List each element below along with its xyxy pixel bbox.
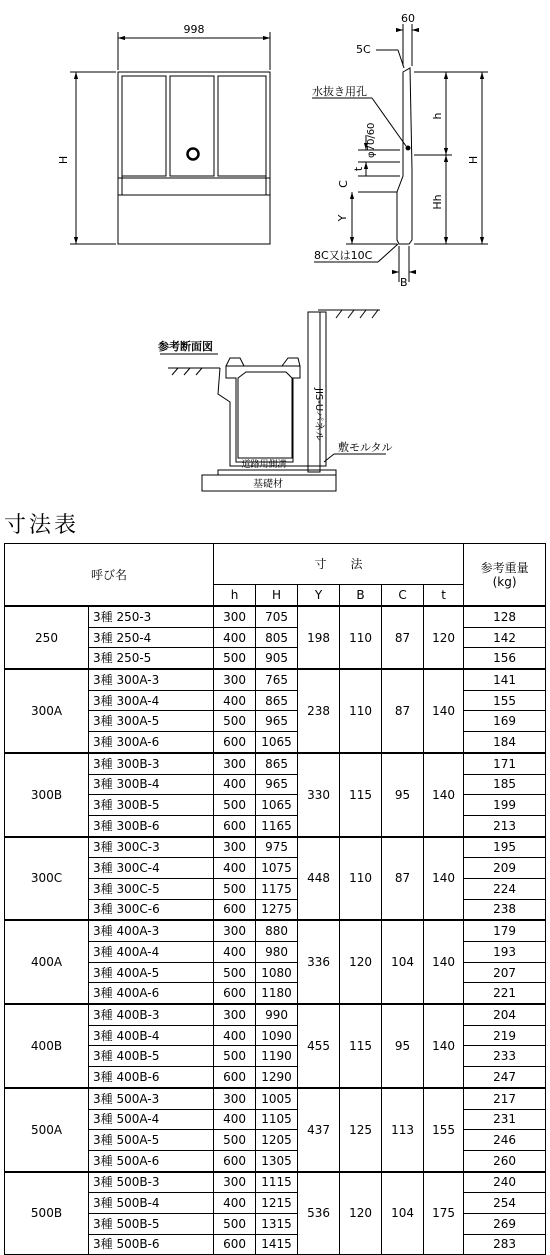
Y-cell: 336 bbox=[298, 920, 340, 1004]
type-cell: 3種 300A-6 bbox=[89, 732, 214, 753]
weight-cell: 254 bbox=[464, 1193, 546, 1214]
weight-cell: 199 bbox=[464, 795, 546, 816]
H-cell: 1175 bbox=[256, 878, 298, 899]
weight-cell: 221 bbox=[464, 983, 546, 1004]
type-cell: 3種 300C-6 bbox=[89, 899, 214, 920]
u-channel bbox=[226, 366, 300, 462]
Y-cell: 198 bbox=[298, 606, 340, 669]
front-view bbox=[70, 32, 270, 244]
header-h: h bbox=[214, 585, 256, 607]
table-row bbox=[5, 753, 546, 774]
type-cell: 3種 500B-4 bbox=[89, 1193, 214, 1214]
weight-cell: 141 bbox=[464, 669, 546, 690]
type-cell: 3種 250-4 bbox=[89, 627, 214, 648]
h-cell: 600 bbox=[214, 899, 256, 920]
type-cell: 3種 400A-3 bbox=[89, 920, 214, 941]
Y-cell: 238 bbox=[298, 669, 340, 753]
Y-cell: 437 bbox=[298, 1088, 340, 1172]
h-cell: 500 bbox=[214, 1213, 256, 1234]
h-cell: 600 bbox=[214, 1067, 256, 1088]
type-cell: 3種 300C-5 bbox=[89, 878, 214, 899]
header-weight-line1: 参考重量 bbox=[480, 560, 529, 575]
header-t: t bbox=[424, 585, 464, 607]
H-cell: 880 bbox=[256, 920, 298, 941]
h-cell: 500 bbox=[214, 795, 256, 816]
h-cell: 600 bbox=[214, 1150, 256, 1171]
H-cell: 965 bbox=[256, 774, 298, 795]
weight-cell: 283 bbox=[464, 1234, 546, 1255]
technical-drawings bbox=[0, 0, 550, 510]
side-section bbox=[312, 24, 488, 282]
header-weight-line2: (kg) bbox=[492, 574, 517, 589]
t-cell: 140 bbox=[424, 753, 464, 837]
weight-cell: 185 bbox=[464, 774, 546, 795]
table-row bbox=[5, 1088, 546, 1109]
H-cell: 1190 bbox=[256, 1046, 298, 1067]
B-cell: 115 bbox=[340, 753, 382, 837]
weight-cell: 142 bbox=[464, 627, 546, 648]
H-cell: 1315 bbox=[256, 1213, 298, 1234]
H-cell: 965 bbox=[256, 711, 298, 732]
H-cell: 975 bbox=[256, 837, 298, 858]
weight-cell: 171 bbox=[464, 753, 546, 774]
h-cell: 500 bbox=[214, 878, 256, 899]
t-cell: 140 bbox=[424, 1004, 464, 1088]
table-row bbox=[5, 920, 546, 941]
H-cell: 1005 bbox=[256, 1088, 298, 1109]
weight-cell: 155 bbox=[464, 690, 546, 711]
h-cell: 300 bbox=[214, 669, 256, 690]
type-cell: 3種 500B-5 bbox=[89, 1213, 214, 1234]
side-section-outline bbox=[397, 68, 412, 244]
t-cell: 120 bbox=[424, 606, 464, 669]
weight-cell: 240 bbox=[464, 1172, 546, 1193]
base-label: 基礎材 bbox=[253, 479, 283, 490]
t-cell: 175 bbox=[424, 1172, 464, 1255]
type-cell: 3種 500B-3 bbox=[89, 1172, 214, 1193]
channel-label: 道路用側溝 bbox=[241, 460, 287, 470]
t-cell: 140 bbox=[424, 837, 464, 921]
weight-cell: 195 bbox=[464, 837, 546, 858]
h-cell: 400 bbox=[214, 1025, 256, 1046]
h-cell: 300 bbox=[214, 1088, 256, 1109]
H-cell: 705 bbox=[256, 606, 298, 627]
type-cell: 3種 300C-3 bbox=[89, 837, 214, 858]
type-cell: 3種 400A-6 bbox=[89, 983, 214, 1004]
dimension-table bbox=[4, 543, 546, 1255]
B-cell: 110 bbox=[340, 669, 382, 753]
Y-cell: 448 bbox=[298, 837, 340, 921]
drain-hole-label: 水抜き用孔 bbox=[312, 85, 367, 98]
h-cell: 300 bbox=[214, 1172, 256, 1193]
chamfer-bottom-label: 8C又は10C bbox=[314, 249, 373, 262]
h-cell: 300 bbox=[214, 753, 256, 774]
type-cell: 3種 500A-3 bbox=[89, 1088, 214, 1109]
H-cell: 765 bbox=[256, 669, 298, 690]
group-name: 250 bbox=[5, 606, 89, 669]
h-cell: 400 bbox=[214, 942, 256, 963]
phi-label: φ70/60 bbox=[366, 122, 377, 158]
C-cell: 104 bbox=[382, 920, 424, 1004]
h-cell: 600 bbox=[214, 815, 256, 836]
weight-cell: 224 bbox=[464, 878, 546, 899]
B-cell: 110 bbox=[340, 606, 382, 669]
H-cell: 1080 bbox=[256, 962, 298, 983]
B-cell: 115 bbox=[340, 1004, 382, 1088]
weight-cell: 217 bbox=[464, 1088, 546, 1109]
H-cell: 1065 bbox=[256, 795, 298, 816]
type-cell: 3種 400B-6 bbox=[89, 1067, 214, 1088]
h-cell: 300 bbox=[214, 606, 256, 627]
C-cell: 95 bbox=[382, 753, 424, 837]
H-cell: 1105 bbox=[256, 1109, 298, 1130]
h-cell: 300 bbox=[214, 1004, 256, 1025]
h-cell: 600 bbox=[214, 983, 256, 1004]
h-cell: 500 bbox=[214, 711, 256, 732]
h-cell: 300 bbox=[214, 920, 256, 941]
header-dimensions: 寸 法 bbox=[214, 544, 464, 585]
header-H: H bbox=[256, 585, 298, 607]
type-cell: 3種 500A-5 bbox=[89, 1130, 214, 1151]
H-cell: 1115 bbox=[256, 1172, 298, 1193]
group-name: 500A bbox=[5, 1088, 89, 1172]
group-name: 400B bbox=[5, 1004, 89, 1088]
C-cell: 87 bbox=[382, 669, 424, 753]
table-row bbox=[5, 1172, 546, 1193]
H-cell: 1215 bbox=[256, 1193, 298, 1214]
h-cell: 500 bbox=[214, 1130, 256, 1151]
earth-cut bbox=[218, 312, 326, 466]
h-cell: 300 bbox=[214, 837, 256, 858]
H-cell: 1065 bbox=[256, 732, 298, 753]
drain-hole bbox=[188, 149, 199, 160]
Y-cell: 455 bbox=[298, 1004, 340, 1088]
chamfer-top-label: 5C bbox=[356, 43, 371, 56]
weight-cell: 169 bbox=[464, 711, 546, 732]
weight-cell: 207 bbox=[464, 962, 546, 983]
weight-cell: 213 bbox=[464, 815, 546, 836]
header-weight bbox=[464, 544, 546, 607]
h-cell: 400 bbox=[214, 858, 256, 879]
weight-cell: 238 bbox=[464, 899, 546, 920]
side-top-dim: 60 bbox=[401, 12, 415, 25]
table-row bbox=[5, 669, 546, 690]
H-cell: 1275 bbox=[256, 899, 298, 920]
header-C: C bbox=[382, 585, 424, 607]
section-title: 参考断面図 bbox=[158, 340, 213, 353]
C-cell: 87 bbox=[382, 837, 424, 921]
h-cell: 400 bbox=[214, 1109, 256, 1130]
C-cell: 87 bbox=[382, 606, 424, 669]
type-cell: 3種 300A-3 bbox=[89, 669, 214, 690]
table-row bbox=[5, 837, 546, 858]
H-cell: 905 bbox=[256, 648, 298, 669]
H-cell: 865 bbox=[256, 753, 298, 774]
h-cell: 400 bbox=[214, 774, 256, 795]
t-cell: 140 bbox=[424, 920, 464, 1004]
dim-label-h: h bbox=[431, 112, 444, 120]
table-body bbox=[5, 606, 546, 1255]
table-row bbox=[5, 606, 546, 627]
H-cell: 1415 bbox=[256, 1234, 298, 1255]
H-cell: 1180 bbox=[256, 983, 298, 1004]
front-width-dim: 998 bbox=[183, 23, 205, 36]
panel-label: JIS-Uパネル bbox=[313, 388, 324, 442]
type-cell: 3種 300A-4 bbox=[89, 690, 214, 711]
B-cell: 120 bbox=[340, 1172, 382, 1255]
type-cell: 3種 250-3 bbox=[89, 606, 214, 627]
h-cell: 500 bbox=[214, 648, 256, 669]
H-cell: 1165 bbox=[256, 815, 298, 836]
h-cell: 600 bbox=[214, 732, 256, 753]
h-cell: 600 bbox=[214, 1234, 256, 1255]
H-cell: 1090 bbox=[256, 1025, 298, 1046]
type-cell: 3種 400A-5 bbox=[89, 962, 214, 983]
type-cell: 3種 300B-5 bbox=[89, 795, 214, 816]
header-name: 呼び名 bbox=[5, 544, 214, 607]
type-cell: 3種 400B-5 bbox=[89, 1046, 214, 1067]
h-cell: 500 bbox=[214, 962, 256, 983]
dim-label-Y: Y bbox=[336, 214, 349, 222]
weight-cell: 260 bbox=[464, 1150, 546, 1171]
dim-label-C: C bbox=[337, 180, 350, 188]
dim-label-Hh: Hh bbox=[431, 194, 444, 210]
weight-cell: 179 bbox=[464, 920, 546, 941]
B-cell: 125 bbox=[340, 1088, 382, 1172]
type-cell: 3種 500A-6 bbox=[89, 1150, 214, 1171]
type-cell: 3種 400B-4 bbox=[89, 1025, 214, 1046]
h-cell: 500 bbox=[214, 1046, 256, 1067]
front-height-dim: H bbox=[57, 155, 70, 165]
type-cell: 3種 300B-6 bbox=[89, 815, 214, 836]
weight-cell: 233 bbox=[464, 1046, 546, 1067]
type-cell: 3種 300B-3 bbox=[89, 753, 214, 774]
dim-label-t: t bbox=[352, 166, 365, 172]
H-cell: 990 bbox=[256, 1004, 298, 1025]
table-row bbox=[5, 1004, 546, 1025]
h-cell: 400 bbox=[214, 1193, 256, 1214]
group-name: 300B bbox=[5, 753, 89, 837]
Y-cell: 330 bbox=[298, 753, 340, 837]
H-cell: 980 bbox=[256, 942, 298, 963]
C-cell: 113 bbox=[382, 1088, 424, 1172]
type-cell: 3種 400A-4 bbox=[89, 942, 214, 963]
B-cell: 120 bbox=[340, 920, 382, 1004]
weight-cell: 156 bbox=[464, 648, 546, 669]
type-cell: 3種 300B-4 bbox=[89, 774, 214, 795]
mortar-label: 敷モルタル bbox=[338, 441, 393, 454]
H-cell: 1290 bbox=[256, 1067, 298, 1088]
weight-cell: 246 bbox=[464, 1130, 546, 1151]
B-cell: 110 bbox=[340, 837, 382, 921]
type-cell: 3種 300A-5 bbox=[89, 711, 214, 732]
weight-cell: 204 bbox=[464, 1004, 546, 1025]
C-cell: 104 bbox=[382, 1172, 424, 1255]
C-cell: 95 bbox=[382, 1004, 424, 1088]
header-Y: Y bbox=[298, 585, 340, 607]
table-title: 寸法表 bbox=[4, 513, 80, 538]
t-cell: 140 bbox=[424, 669, 464, 753]
H-cell: 1075 bbox=[256, 858, 298, 879]
h-cell: 400 bbox=[214, 627, 256, 648]
dim-label-B: B bbox=[400, 276, 408, 289]
H-cell: 1205 bbox=[256, 1130, 298, 1151]
group-name: 300A bbox=[5, 669, 89, 753]
weight-cell: 231 bbox=[464, 1109, 546, 1130]
weight-cell: 269 bbox=[464, 1213, 546, 1234]
weight-cell: 209 bbox=[464, 858, 546, 879]
weight-cell: 193 bbox=[464, 942, 546, 963]
group-name: 400A bbox=[5, 920, 89, 1004]
group-name: 500B bbox=[5, 1172, 89, 1255]
t-cell: 155 bbox=[424, 1088, 464, 1172]
header-B: B bbox=[340, 585, 382, 607]
weight-cell: 247 bbox=[464, 1067, 546, 1088]
type-cell: 3種 500A-4 bbox=[89, 1109, 214, 1130]
front-panel-outline bbox=[118, 72, 270, 244]
h-cell: 400 bbox=[214, 690, 256, 711]
type-cell: 3種 250-5 bbox=[89, 648, 214, 669]
type-cell: 3種 400B-3 bbox=[89, 1004, 214, 1025]
weight-cell: 219 bbox=[464, 1025, 546, 1046]
type-cell: 3種 300C-4 bbox=[89, 858, 214, 879]
H-cell: 865 bbox=[256, 690, 298, 711]
dim-label-H: H bbox=[467, 155, 480, 165]
Y-cell: 536 bbox=[298, 1172, 340, 1255]
weight-cell: 184 bbox=[464, 732, 546, 753]
group-name: 300C bbox=[5, 837, 89, 921]
H-cell: 1305 bbox=[256, 1150, 298, 1171]
type-cell: 3種 500B-6 bbox=[89, 1234, 214, 1255]
H-cell: 805 bbox=[256, 627, 298, 648]
weight-cell: 128 bbox=[464, 606, 546, 627]
